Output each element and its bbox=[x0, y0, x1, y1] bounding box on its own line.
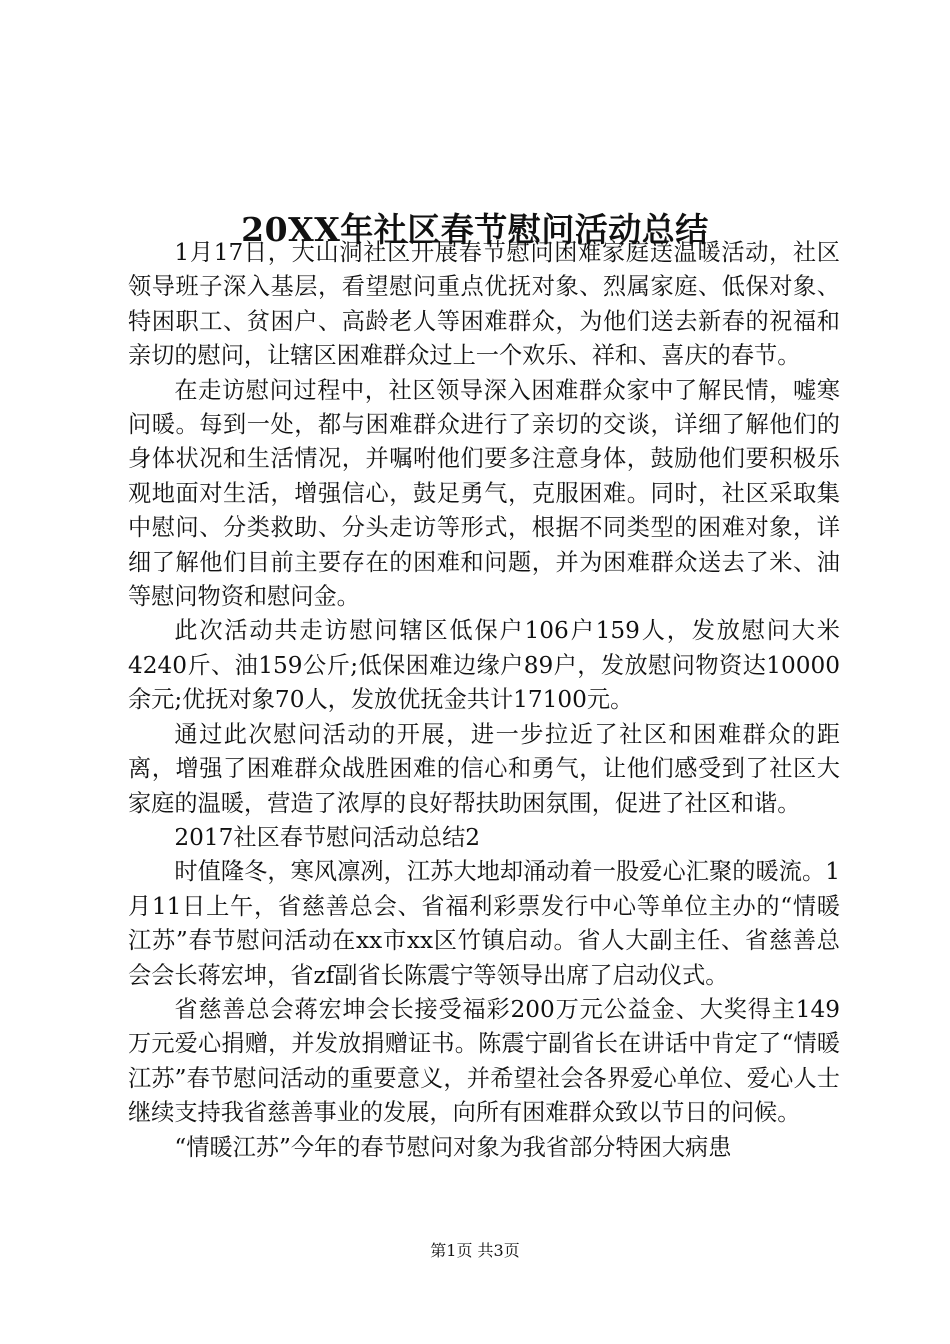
page-footer bbox=[0, 1239, 950, 1263]
paragraph: “情暖江苏”今年的春节慰问对象为我省部分特困大病患 bbox=[174, 1133, 732, 1161]
paragraph: 在走访慰问过程中，社区领导深入困难群众家中了解民情，嘘寒问暖。每到一处，都与困难群众进行了亲切的交谈，详细了解他们的身体状况和生活情况，并嘱咐他们要多注意身体，鼓励他们要积极乐观地面对生活，增强信心，鼓足勇气，克服困难。同时，社区采取集中慰问、分类救助、分头走访等形式，根据不同类型的困难对象，详细了解他们目前主要存在的困难和问题，并为困难群众送去了米、油等慰问物资和慰问金。 bbox=[128, 376, 840, 611]
document-title: 20XX年社区春节慰问活动总结 bbox=[241, 210, 709, 250]
paragraph: 时值隆冬，寒风凛冽，江苏大地却涌动着一股爱心汇聚的暖流。1月11日上午，省慈善总会、省福利彩票发行中心等单位主办的“情暖江苏”春节慰问活动在xx市xx区竹镇启动。省人大副主任、省慈善总会会长蒋宏坤，省zf副省长陈震宁等领导出席了启动仪式。 bbox=[128, 858, 840, 989]
paragraph: 通过此次慰问活动的开展，进一步拉近了社区和困难群众的距离，增强了困难群众战胜困难的信心和勇气，让他们感受到了社区大家庭的温暖，营造了浓厚的良好帮扶助困氛围，促进了社区和谐。 bbox=[128, 720, 840, 817]
document-body bbox=[128, 236, 840, 1165]
paragraph: 省慈善总会蒋宏坤会长接受福彩200万元公益金、大奖得主149万元爱心捐赠，并发放捐赠证书。陈震宁副省长在讲话中肯定了“情暖江苏”春节慰问活动的重要意义，并希望社会各界爱心单位、爱心人士继续支持我省慈善事业的发展，向所有困难群众致以节日的问候。 bbox=[128, 995, 840, 1127]
paragraph: 1月17日，大山洞社区开展春节慰问困难家庭送温暖活动，社区领导班子深入基层，看望慰问重点优抚对象、烈属家庭、低保对象、特困职工、贫困户、高龄老人等困难群众，为他们送去新春的祝福和亲切的慰问，让辖区困难群众过上一个欢乐、祥和、喜庆的春节。 bbox=[128, 239, 840, 370]
section-subheading: 2017社区春节慰问活动总结2 bbox=[174, 823, 481, 851]
page-number: 第1页 共3页 bbox=[430, 1241, 520, 1260]
paragraph: 此次活动共走访慰问辖区低保户106户159人，发放慰问大米4240斤、油159公斤;低保困难边缘户89户，发放慰问物资达10000余元;优抚对象70人，发放优抚金共计17100元。 bbox=[128, 617, 840, 714]
